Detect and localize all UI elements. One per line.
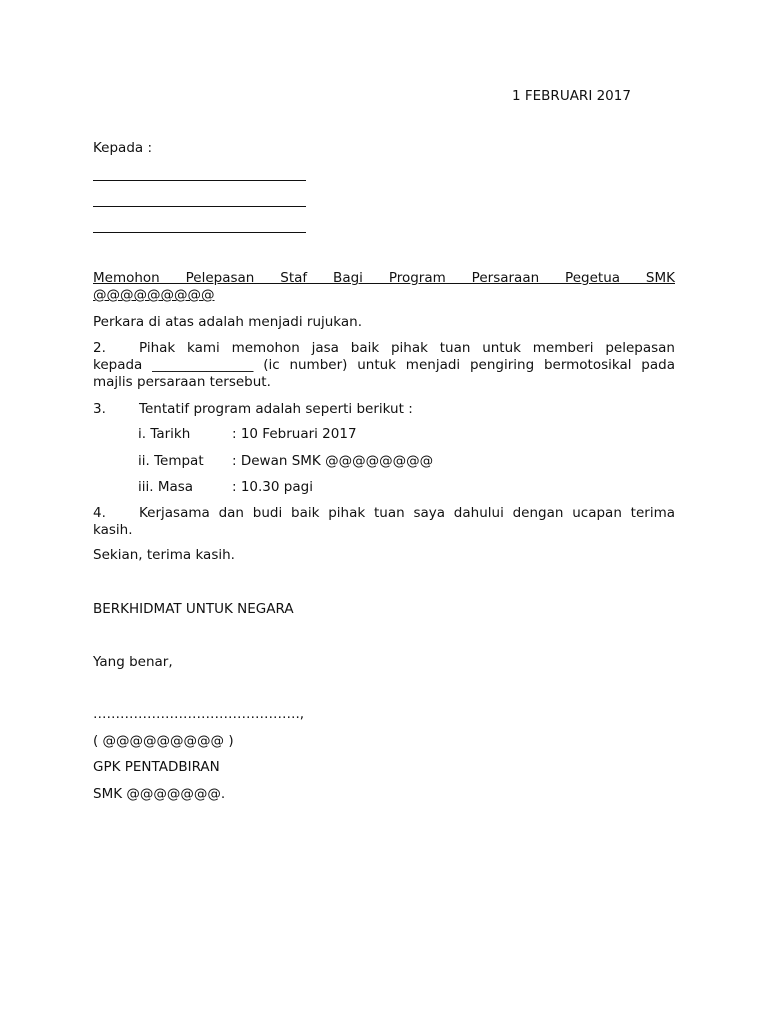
signer-title: GPK PENTADBIRAN: [93, 759, 220, 775]
item-label: iii. Masa: [138, 479, 194, 495]
reference-paragraph: Perkara di atas adalah menjadi rujukan.: [93, 314, 363, 330]
letter-subject: [93, 270, 675, 304]
paragraph-number: 2.: [93, 340, 106, 356]
recipient-label: Kepada :: [93, 140, 153, 156]
tentative-item-time: [138, 479, 313, 495]
salutation: Yang benar,: [93, 654, 173, 670]
item-value: : 10.30 pagi: [232, 479, 313, 495]
paragraph-3-text: Tentatif program adalah seperti berikut :: [139, 401, 413, 417]
paragraph-2-line-1: Pihak kami memohon jasa baik pihak tuan untuk memberi pelepasan: [139, 340, 675, 356]
signer-school: SMK @@@@@@@.: [93, 786, 226, 802]
item-value: : Dewan SMK @@@@@@@@: [232, 453, 434, 469]
subject-line-1: Memohon Pelepasan Staf Bagi Program Persaraan Pegetua SMK: [93, 270, 675, 286]
recipient-line-1: [93, 180, 306, 181]
recipient-line-2: [93, 206, 306, 207]
paragraph-4-line-1: Kerjasama dan budi baik pihak tuan saya dahului dengan ucapan terima: [139, 505, 675, 521]
paragraph-number: 4.: [93, 505, 106, 521]
subject-line-2: @@@@@@@@@: [93, 287, 215, 303]
paragraph-2-line-3: majlis persaraan tersebut.: [93, 374, 271, 390]
signer-name: ( @@@@@@@@@ ): [93, 733, 234, 749]
signature-line: ……………………………………….,: [93, 706, 305, 722]
item-label: ii. Tempat: [138, 453, 204, 469]
recipient-line-3: [93, 232, 306, 233]
letter-date: 1 FEBRUARI 2017: [512, 88, 631, 104]
paragraph-3: [93, 401, 413, 417]
item-value: : 10 Februari 2017: [232, 426, 357, 442]
paragraph-2: [93, 340, 675, 391]
paragraph-4: [93, 505, 675, 539]
motto: BERKHIDMAT UNTUK NEGARA: [93, 601, 294, 617]
closing-text: Sekian, terima kasih.: [93, 547, 235, 563]
paragraph-number: 3.: [93, 401, 106, 417]
tentative-item-place: [138, 453, 433, 469]
item-label: i. Tarikh: [138, 426, 191, 442]
paragraph-2-line-2: kepada _______________ (ic number) untuk menjadi pengiring bermotosikal pada: [93, 357, 675, 373]
paragraph-4-line-2: kasih.: [93, 522, 133, 538]
tentative-item-date: [138, 426, 357, 442]
